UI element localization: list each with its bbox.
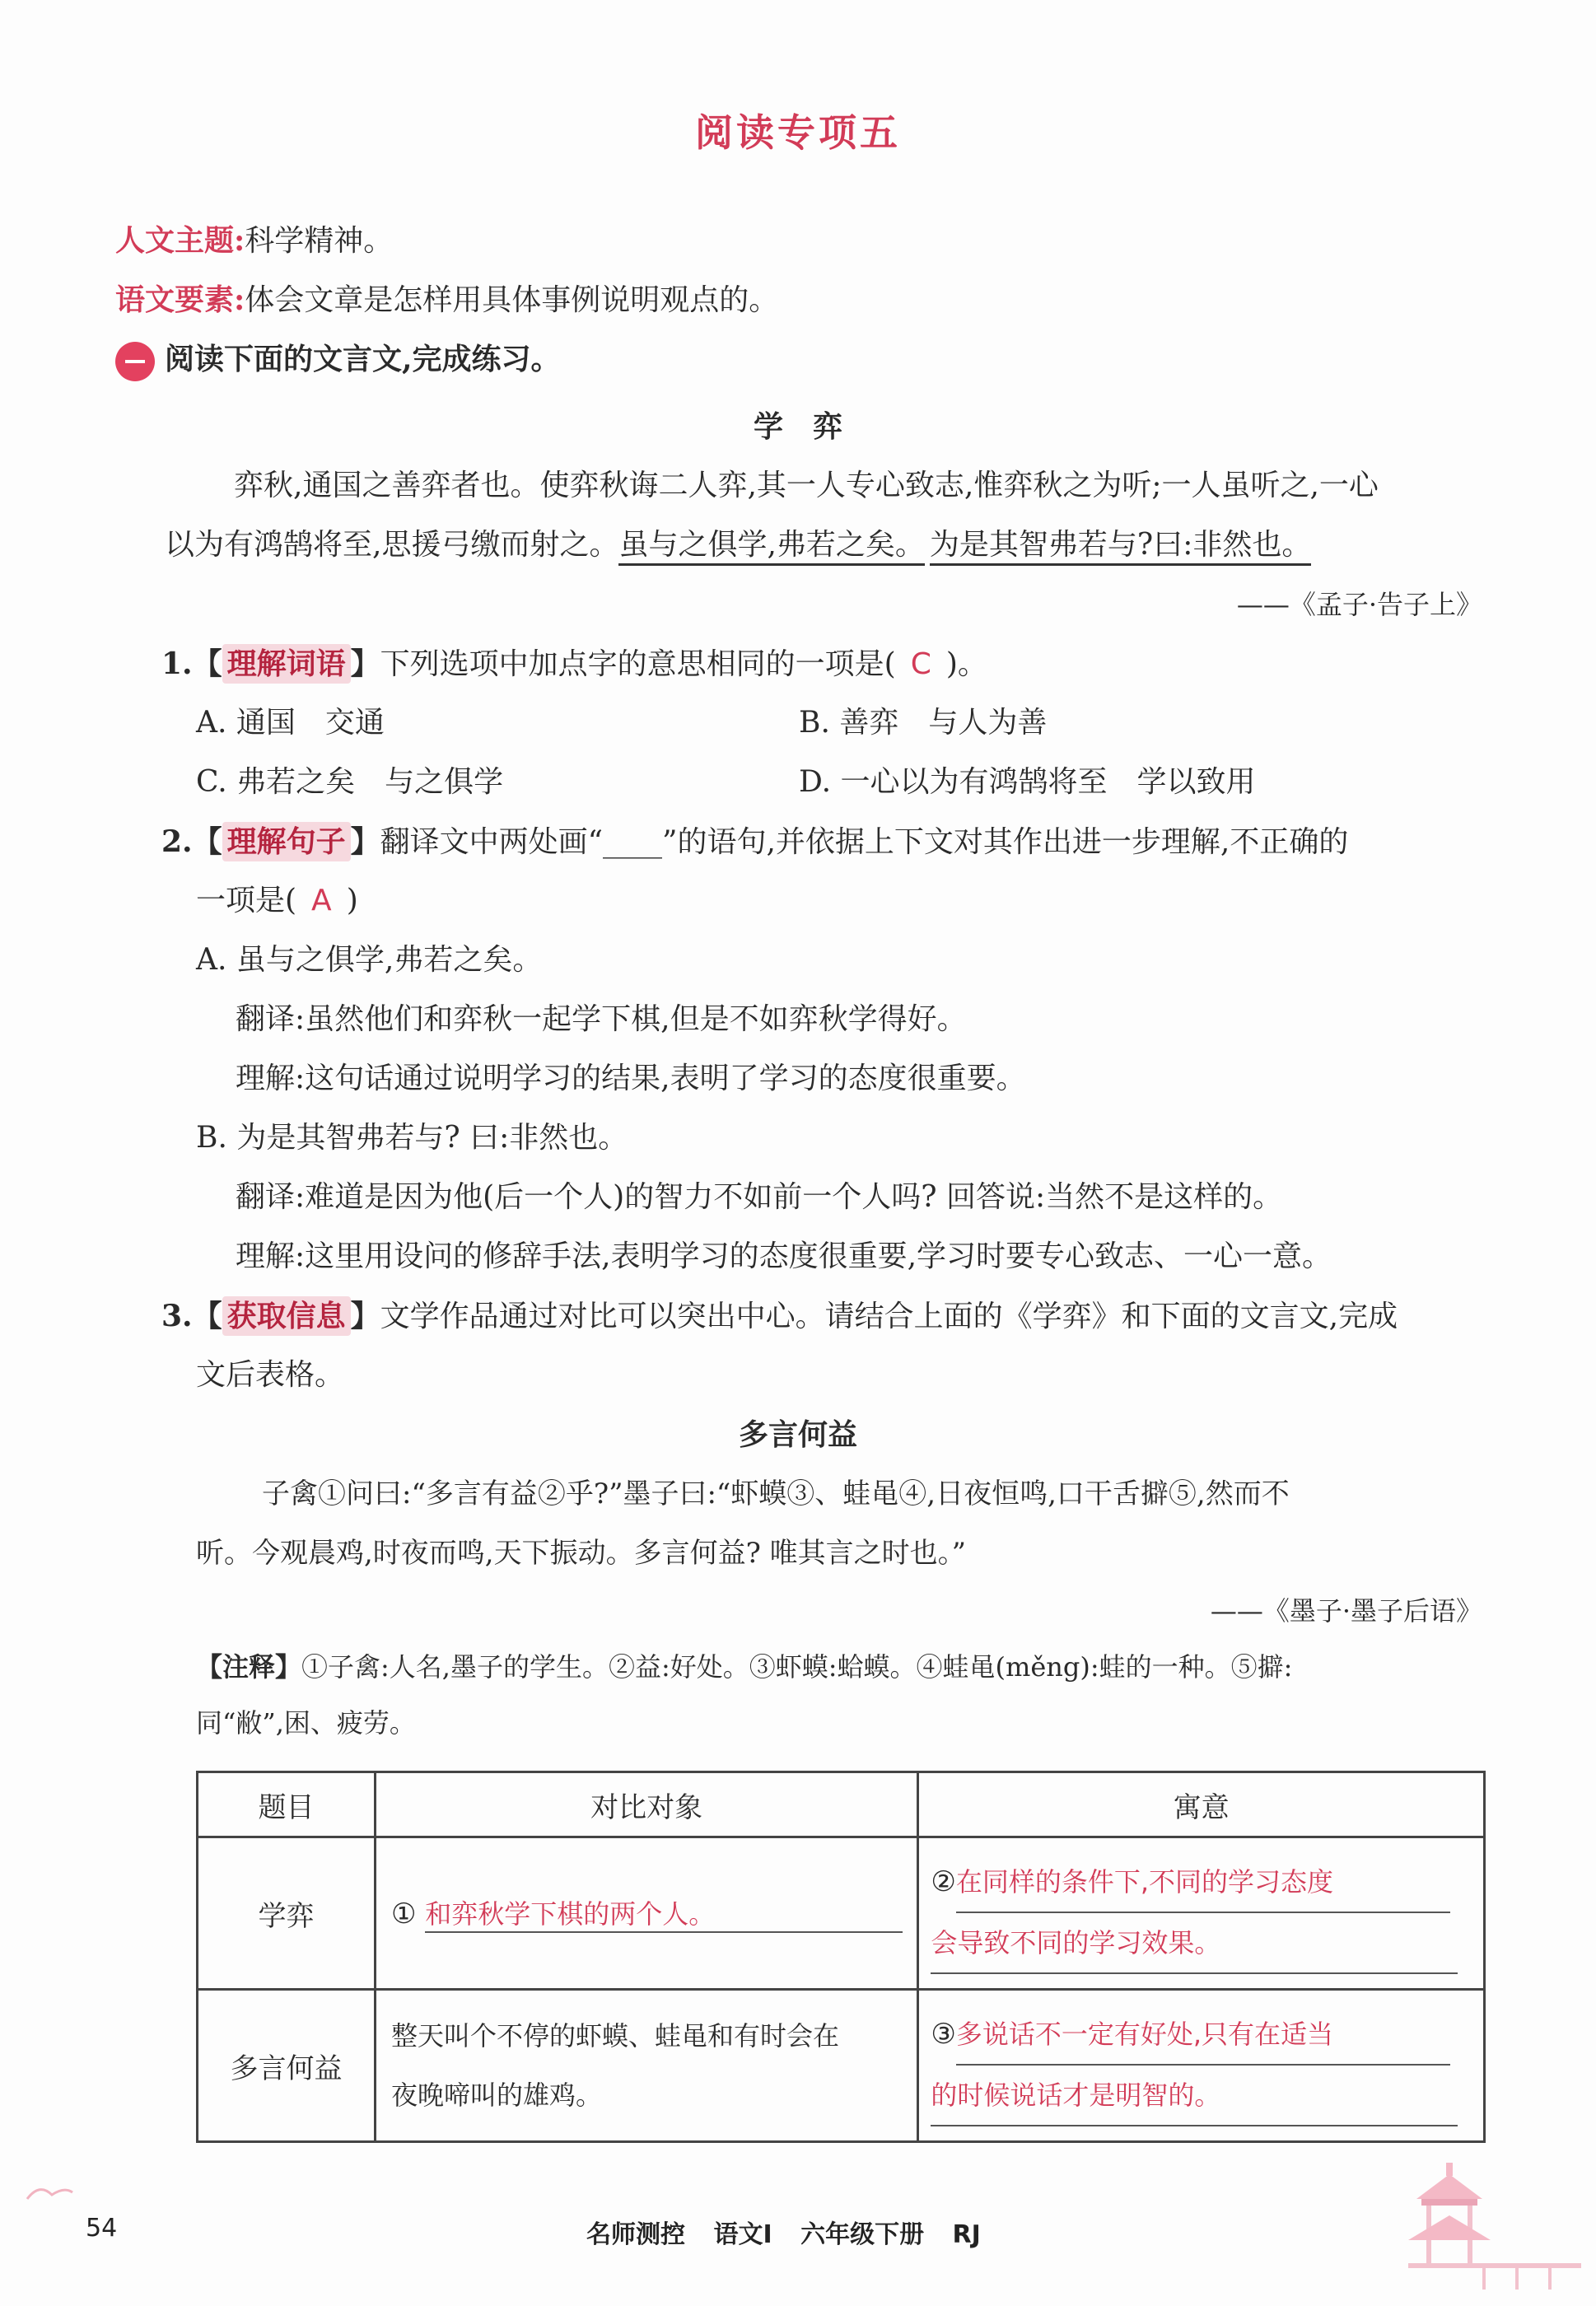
q1-option-b-text: B. 善弈 与人为善 bbox=[799, 706, 1048, 740]
row1-meaning-num: ② bbox=[931, 1865, 956, 1898]
bird-decoration-icon bbox=[23, 2174, 89, 2207]
notes-line2: 同“敝”,困、疲劳。 bbox=[196, 1707, 416, 1739]
section-heading bbox=[115, 339, 561, 381]
passage1-title: 学 弈 bbox=[753, 409, 842, 444]
q2-option-a: A. 虽与之俱学,弗若之矣。 bbox=[196, 943, 543, 977]
q1-option-a-text: A. 通国 交通 bbox=[196, 706, 385, 740]
q2-option-a-translation: 翻译:虽然他们和弈秋一起学下棋,但是不如弈秋学得好。 bbox=[236, 1002, 967, 1036]
passage2-source: ——《墨子·墨子后语》 bbox=[1210, 1595, 1482, 1627]
footer-book bbox=[586, 2214, 981, 2250]
row1-meaning bbox=[918, 1837, 1485, 1990]
q2-stem-line2 bbox=[196, 881, 358, 921]
table-row bbox=[198, 1837, 1485, 1990]
passage2-line2: 听。今观晨鸡,时夜而鸣,天下振动。多言何益? 唯其言之时也。” bbox=[196, 1537, 967, 1570]
passage2-line1: 子禽①问曰:“多言有益②乎?”墨子曰:“虾蟆③、蛙黾④,日夜恒鸣,口干舌擗⑤,然而不 bbox=[262, 1477, 1290, 1510]
q1-option-d bbox=[799, 763, 1255, 802]
section-instruction: 阅读下面的文言文,完成练习。 bbox=[165, 342, 561, 376]
header-title: 题目 bbox=[198, 1772, 376, 1837]
passage1-line2a: 以为有鸿鹄将至,思援弓缴而射之。 bbox=[165, 528, 619, 562]
row2-compare-line1: 整天叫个不停的虾蟆、蛙黾和有时会在 bbox=[390, 2020, 839, 2052]
row1-compare bbox=[375, 1837, 917, 1990]
theme-text: 科学精神。 bbox=[245, 224, 394, 258]
row1-title: 学弈 bbox=[198, 1837, 376, 1990]
theme-label: 人文主题: bbox=[115, 223, 245, 258]
q1-option-c-text: C. 弗若之矣 与之俱学 bbox=[196, 765, 504, 799]
q2-answer: A bbox=[311, 884, 332, 917]
q2-question-2: 一项是( bbox=[196, 884, 297, 917]
pavilion-decoration-icon bbox=[1384, 2158, 1581, 2298]
notes-text1: ①子禽:人名,墨子的学生。②益:好处。③虾蟆:蛤蟆。④蛙黾(měng):蛙的一种。⑤擗: bbox=[301, 1651, 1293, 1683]
q2-close: ) bbox=[346, 884, 358, 917]
row2-compare-line2: 夜晚啼叫的雄鸡。 bbox=[390, 2080, 602, 2111]
row1-meaning-answer2: 会导致不同的学习效果。 bbox=[931, 1913, 1458, 1974]
q2-option-a-understanding: 理解:这句话通过说明学习的结果,表明了学习的态度很重要。 bbox=[236, 1062, 1026, 1095]
page-number: 54 bbox=[86, 2214, 118, 2243]
notes-label: 【注释】 bbox=[196, 1651, 302, 1683]
passage2-title: 多言何益 bbox=[738, 1417, 857, 1452]
footer-subject: 语文Ⅰ bbox=[713, 2220, 772, 2249]
q1-option-c bbox=[196, 763, 503, 802]
footer-grade: 六年级下册 bbox=[800, 2220, 925, 2249]
page-title: 阅读专项五 bbox=[695, 110, 901, 155]
table-header-row bbox=[198, 1772, 1485, 1837]
q2-stem: 2.【 理解句子 】翻译文中两处画“____”的语句,并依据上下文对其作出进一步理解,不正确的 bbox=[161, 822, 1348, 862]
q2-tag: 理解句子 bbox=[222, 822, 351, 861]
passage1-source: ——《孟子·告子上》 bbox=[1236, 589, 1482, 620]
theme-line bbox=[115, 221, 393, 261]
section-one-icon bbox=[115, 342, 155, 381]
q2-option-b: B. 为是其智弗若与? 曰:非然也。 bbox=[196, 1121, 628, 1155]
passage1-line1: 弈秋,通国之善弈者也。使弈秋诲二人弈,其一人专心致志,惟弈秋之为听;一人虽听之,一心 bbox=[234, 469, 1379, 502]
header-compare: 对比对象 bbox=[375, 1772, 917, 1837]
q1-option-d-text: D. 一心以为有鸿鹄将至 学以致用 bbox=[799, 765, 1256, 799]
q2-number: 2. bbox=[161, 824, 193, 859]
passage1-line2 bbox=[165, 525, 1311, 565]
q1-stem: 1.【 理解词语 】下列选项中加点字的意思相同的一项是( C )。 bbox=[161, 644, 987, 684]
row2-meaning-answer2: 的时候说话才是明智的。 bbox=[931, 2066, 1458, 2126]
answer-table bbox=[196, 1771, 1486, 2143]
q1-question: 下列选项中加点字的意思相同的一项是( bbox=[380, 647, 896, 681]
footer-book-name: 名师测控 bbox=[586, 2220, 685, 2249]
notes-line1 bbox=[196, 1647, 1292, 1687]
row2-compare bbox=[375, 1990, 917, 2142]
underlined-sentence-2: 为是其智弗若与?曰:非然也。 bbox=[930, 528, 1311, 566]
row1-compare-num: ① bbox=[390, 1898, 417, 1930]
q3-number: 3. bbox=[161, 1299, 193, 1333]
q1-number: 1. bbox=[161, 647, 193, 681]
q3-stem: 3.【 获取信息 】文学作品通过对比可以突出中心。请结合上面的《学弈》和下面的文言文,完成 bbox=[161, 1296, 1398, 1337]
q2-option-b-understanding: 理解:这里用设问的修辞手法,表明学习的态度很重要,学习时要专心致志、一心一意。 bbox=[236, 1239, 1332, 1273]
q2-question: 翻译文中两处画“____”的语句,并依据上下文对其作出进一步理解,不正确的 bbox=[380, 825, 1349, 859]
q1-answer: C bbox=[910, 647, 931, 681]
row2-meaning-answer1: 多说话不一定有好处,只有在适当 bbox=[956, 2005, 1450, 2066]
header-meaning: 寓意 bbox=[918, 1772, 1485, 1837]
element-label: 语文要素: bbox=[115, 282, 245, 317]
q1-option-a bbox=[196, 703, 385, 743]
row2-title: 多言何益 bbox=[198, 1990, 376, 2142]
element-text: 体会文章是怎样用具体事例说明观点的。 bbox=[245, 283, 779, 317]
table-row bbox=[198, 1990, 1485, 2142]
q3-stem-line2: 文后表格。 bbox=[196, 1358, 345, 1392]
footer-edition: RJ bbox=[952, 2220, 981, 2249]
underlined-sentence-1: 虽与之俱学,弗若之矣。 bbox=[618, 528, 924, 566]
row2-meaning bbox=[918, 1990, 1485, 2142]
q1-tag: 理解词语 bbox=[222, 644, 351, 684]
q1-close: )。 bbox=[945, 647, 987, 681]
row2-meaning-num: ③ bbox=[931, 2018, 956, 2051]
q3-tag: 获取信息 bbox=[222, 1296, 351, 1336]
q1-option-b bbox=[799, 703, 1047, 743]
row1-meaning-answer1: 在同样的条件下,不同的学习态度 bbox=[956, 1852, 1450, 1913]
q3-question: 文学作品通过对比可以突出中心。请结合上面的《学弈》和下面的文言文,完成 bbox=[380, 1300, 1398, 1333]
row1-compare-answer: 和弈秋学下棋的两个人。 bbox=[425, 1893, 903, 1933]
q2-option-b-translation: 翻译:难道是因为他(后一个人)的智力不如前一个人吗? 回答说:当然不是这样的。 bbox=[236, 1180, 1283, 1214]
element-line bbox=[115, 280, 778, 320]
